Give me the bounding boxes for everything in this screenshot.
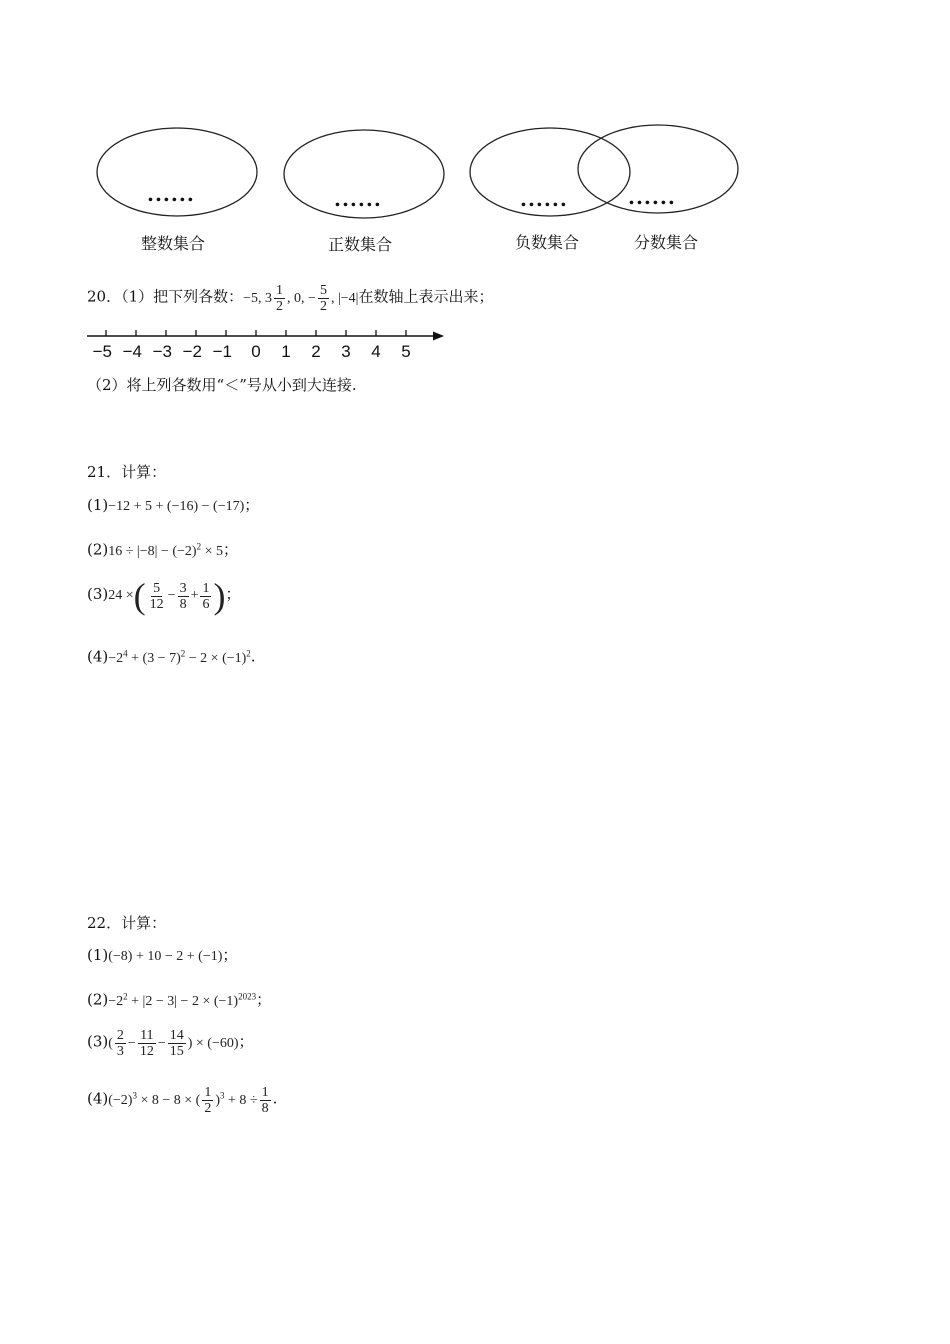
- positive-set-label: 正数集合: [328, 235, 393, 254]
- number-line: [0, 320, 470, 365]
- fraction-set-label: 分数集合: [634, 233, 699, 252]
- q22-title: 22．计算：: [87, 914, 167, 932]
- fraction-set-dots: ......: [628, 185, 676, 209]
- number-line-tick-label: −4: [122, 342, 142, 361]
- q20-number: 20．: [87, 287, 122, 306]
- q22-problem-1: (1)(−8) + 10 − 2 + (−1)；: [87, 946, 238, 964]
- number-line-tick-label: 0: [251, 342, 261, 361]
- q22-problem-3: (3)( $\frac{2}{3}$ − $\frac{11}{12}$ − $\frac{14}{15}$ ) × (−60)；: [87, 1028, 254, 1059]
- set-diagrams: [0, 0, 950, 270]
- number-line-tick-label: 1: [281, 342, 291, 361]
- q20-part1-suffix: 在数轴上表示出来；: [358, 287, 494, 306]
- q20-number-list: −5, 3 $\frac{1}{2}$ , 0, − $\frac{5}{2}$ , |−4|: [243, 283, 359, 314]
- number-line-arrow: [433, 332, 444, 341]
- number-line-tick-label: 3: [341, 342, 351, 361]
- integer-set-label: 整数集合: [141, 234, 206, 253]
- q22-problem-2: $(2)-2^2 + |2 - 3| - 2 \times (-1)^{2023}$；: [87, 990, 272, 1009]
- number-line-tick-label: 4: [371, 342, 381, 361]
- negative-set-dots: ......: [520, 187, 568, 211]
- number-line-tick-label: −3: [152, 342, 172, 361]
- q21-problem-1: (1)−12 + 5 + (−16) − (−17)；: [87, 496, 260, 514]
- q22-problem-4: $(4)(-2)^3 \times 8 - 8$ × ( $\frac{1}{2}$ )$^3$ + 8 ÷ $\frac{1}{8}$ .: [87, 1085, 278, 1116]
- positive-set-dots: ......: [334, 187, 382, 211]
- number-line-tick-label: 2: [311, 342, 321, 361]
- integer-set-dots: ......: [147, 182, 195, 206]
- q20-part1-prefix: （1）把下列各数：: [121, 287, 244, 306]
- number-line-tick-label: −1: [212, 342, 232, 361]
- q20-part2: （2）将上列各数用“＜”号从小到大连接.: [87, 376, 357, 394]
- number-line-tick-label: −5: [92, 342, 112, 361]
- q21-problem-4: $(4)-2^4 + (3 - 7)^2 - 2 \times (-1)^2$.: [87, 647, 256, 666]
- number-line-tick-label: 5: [401, 342, 411, 361]
- q21-problem-3: (3)24 ×( $\frac{5}{12}$ − $\frac{3}{8}$ + $\frac{1}{6}$ )；: [87, 576, 241, 616]
- number-line-tick-label: −2: [182, 342, 202, 361]
- negative-set-label: 负数集合: [515, 233, 580, 252]
- q21-title: 21．计算：: [87, 463, 167, 481]
- q21-problem-2: $(2)16 \div |-8| - (-2)^2 \times 5$；: [87, 540, 238, 559]
- q20-part1: [87, 283, 493, 314]
